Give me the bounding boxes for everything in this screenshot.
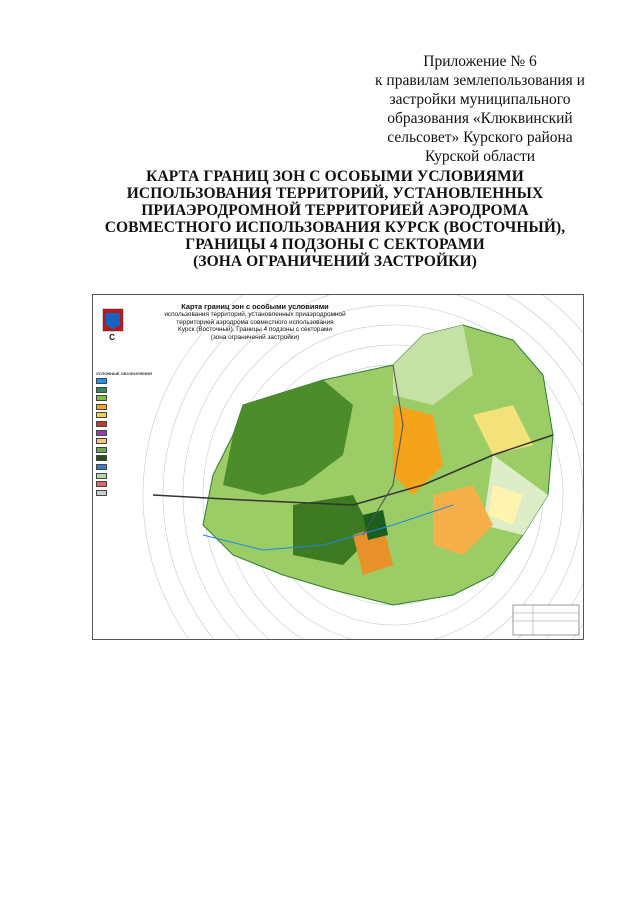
appendix-line: застройки муниципального [389, 91, 571, 108]
legend-items [96, 378, 168, 496]
legend-item [96, 378, 168, 384]
legend-swatch [96, 481, 107, 487]
appendix-line: Приложение № 6 [423, 53, 537, 70]
legend-item [96, 404, 168, 410]
title-line: (ЗОНА ОГРАНИЧЕНИЙ ЗАСТРОЙКИ) [193, 253, 477, 270]
document-title [100, 168, 570, 270]
legend-swatch [96, 378, 107, 384]
map-title-line: Курск (Восточный). Границы 4 подзоны с секторами [178, 326, 332, 334]
appendix-note [360, 52, 600, 166]
legend-item [96, 481, 168, 487]
legend-item [96, 447, 168, 453]
legend-swatch [96, 412, 107, 418]
legend-item [96, 464, 168, 470]
legend-swatch [96, 404, 107, 410]
title-line: КАРТА ГРАНИЦ ЗОН С ОСОБЫМИ УСЛОВИЯМИ [146, 168, 524, 185]
title-line: ПРИАЭРОДРОМНОЙ ТЕРРИТОРИЕЙ АЭРОДРОМА [141, 202, 529, 219]
map-title-line: использования территорий, установленных приаэродромной [164, 310, 346, 318]
legend-swatch [96, 447, 107, 453]
legend-swatch [96, 455, 107, 461]
map-title [130, 303, 380, 342]
legend-swatch [96, 430, 107, 436]
legend-header: УСЛОВНЫЕ ОБОЗНАЧЕНИЯ [96, 371, 152, 376]
appendix-line: сельсовет» Курского района [387, 129, 573, 146]
map-title-line: (зона ограничений застройки) [210, 334, 300, 342]
legend-swatch [96, 438, 107, 444]
title-line: ГРАНИЦЫ 4 ПОДЗОНЫ С СЕКТОРАМИ [185, 236, 485, 253]
legend-swatch [96, 387, 107, 393]
legend-swatch [96, 490, 107, 496]
north-arrow-icon [101, 333, 123, 342]
legend-item [96, 395, 168, 401]
legend-swatch [96, 473, 107, 479]
legend-item [96, 430, 168, 436]
legend-swatch [96, 395, 107, 401]
map-title-line: территорией аэродрома совместного использования [176, 318, 334, 326]
legend-item [96, 421, 168, 427]
title-line: ИСПОЛЬЗОВАНИЯ ТЕРРИТОРИЙ, УСТАНОВЛЕННЫХ [126, 185, 544, 202]
map-title-line: Карта границ зон с особыми условиями [181, 302, 329, 311]
legend-item [96, 438, 168, 444]
legend-swatch [96, 464, 107, 470]
legend-item [96, 490, 168, 496]
legend-item [96, 412, 168, 418]
legend-item [96, 455, 168, 461]
appendix-line: образования «Клюквинский [387, 110, 573, 127]
legend-swatch [96, 421, 107, 427]
title-line: СОВМЕСТНОГО ИСПОЛЬЗОВАНИЯ КУРСК (ВОСТОЧНЫЙ), [104, 219, 566, 236]
legend-item [96, 387, 168, 393]
compass-letter: С [109, 333, 115, 342]
map-legend [96, 372, 168, 498]
legend-item [96, 473, 168, 479]
appendix-line: к правилам землепользования и [375, 72, 585, 89]
appendix-line: Курской области [424, 148, 536, 165]
